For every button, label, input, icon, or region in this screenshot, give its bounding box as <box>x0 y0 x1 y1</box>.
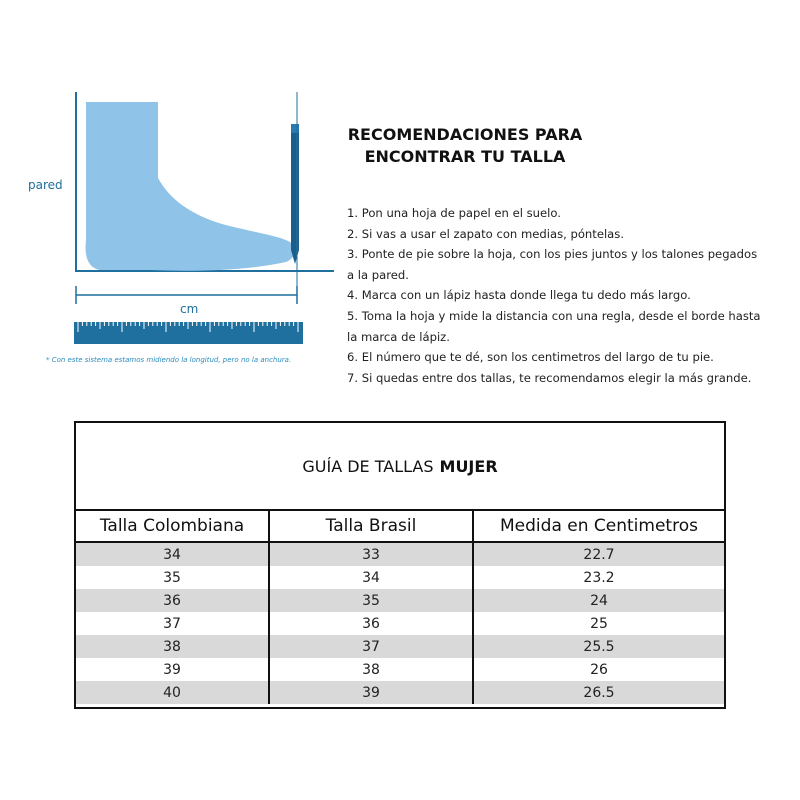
diagram-footnote: * Con este sistema estamos midiendo la longitud, pero no la anchura. <box>46 356 292 364</box>
table-row <box>76 635 724 658</box>
cell-talla-brasil: 33 <box>269 542 473 566</box>
instructions-heading-line1: RECOMENDACIONES PARA <box>347 125 583 144</box>
cell-talla-brasil: 39 <box>269 681 473 704</box>
step-line: 7. Si quedas entre dos tallas, te recomendamos elegir la más grande. <box>347 370 752 385</box>
instructions-steps <box>347 203 787 388</box>
size-table-header-row <box>76 511 724 542</box>
size-table <box>76 511 724 704</box>
foot-diagram-illustration <box>0 0 340 400</box>
step-line: 3. Ponte de pie sobre la hoja, con los pies juntos y los talones pegados <box>347 247 758 262</box>
cell-medida-cm: 25 <box>590 615 608 632</box>
cell-medida-cm: 25.5 <box>473 635 724 658</box>
cell-talla-brasil: 37 <box>269 635 473 658</box>
cell-talla-brasil: 38 <box>269 658 473 681</box>
size-guide <box>74 421 726 709</box>
step-line: 1. Pon una hoja de papel en el suelo. <box>347 206 561 220</box>
cell-medida-cm: 26 <box>590 661 608 678</box>
cell-talla-colombiana: 37 <box>76 612 269 635</box>
instructions-heading-line2: ENCONTRAR TU TALLA <box>364 147 566 166</box>
cell-talla-colombiana: 36 <box>76 589 269 612</box>
cell-talla-colombiana: 34 <box>76 542 269 566</box>
measure-label: cm <box>180 302 199 316</box>
step-line: 2. Si vas a usar el zapato con medias, pόntelas. <box>347 226 625 241</box>
cell-talla-colombiana: 35 <box>76 566 269 589</box>
foot-icon <box>86 102 295 271</box>
cell-medida-cm: 26.5 <box>473 681 724 704</box>
pencil-icon <box>291 124 299 264</box>
table-row <box>76 589 724 612</box>
cell-talla-colombiana: 38 <box>76 635 269 658</box>
ruler-icon <box>74 322 303 344</box>
size-guide-title-bold: MUJER <box>439 456 498 476</box>
step-line: la marca de lápiz. <box>347 329 450 344</box>
cell-talla-colombiana: 39 <box>76 658 269 681</box>
cell-talla-brasil: 35 <box>269 589 473 612</box>
cell-medida-cm: 24 <box>473 589 724 612</box>
table-row <box>76 566 724 589</box>
header-talla-colombiana: Talla Colombiana <box>76 511 269 542</box>
cell-medida-cm: 23.2 <box>583 569 615 586</box>
cell-talla-colombiana: 40 <box>76 681 269 704</box>
step-line: a la pared. <box>347 267 409 282</box>
cell-talla-brasil: 36 <box>269 612 473 635</box>
wall-label: pared <box>28 178 63 192</box>
table-row <box>76 612 724 635</box>
instructions-heading <box>330 124 600 168</box>
table-row <box>76 658 724 681</box>
size-guide-title-prefix: GUÍA DE TALLAS <box>302 456 434 476</box>
cell-medida-cm: 22.7 <box>473 542 724 566</box>
table-row <box>76 681 724 704</box>
step-line: 5. Toma la hoja y mide la distancia con una regla, desde el borde hasta <box>347 308 761 323</box>
cell-talla-brasil: 34 <box>269 566 473 589</box>
foot-measure-diagram <box>0 0 340 400</box>
table-row <box>76 542 724 566</box>
header-medida-cm: Medida en Centimetros <box>473 511 724 542</box>
step-line: 4. Marca con un lápiz hasta donde llega tu dedo más largo. <box>347 288 691 303</box>
size-guide-title <box>76 423 724 511</box>
step-line: 6. El número que te dé, son los centimetros del largo de tu pie. <box>347 350 714 365</box>
header-talla-brasil: Talla Brasil <box>269 511 473 542</box>
